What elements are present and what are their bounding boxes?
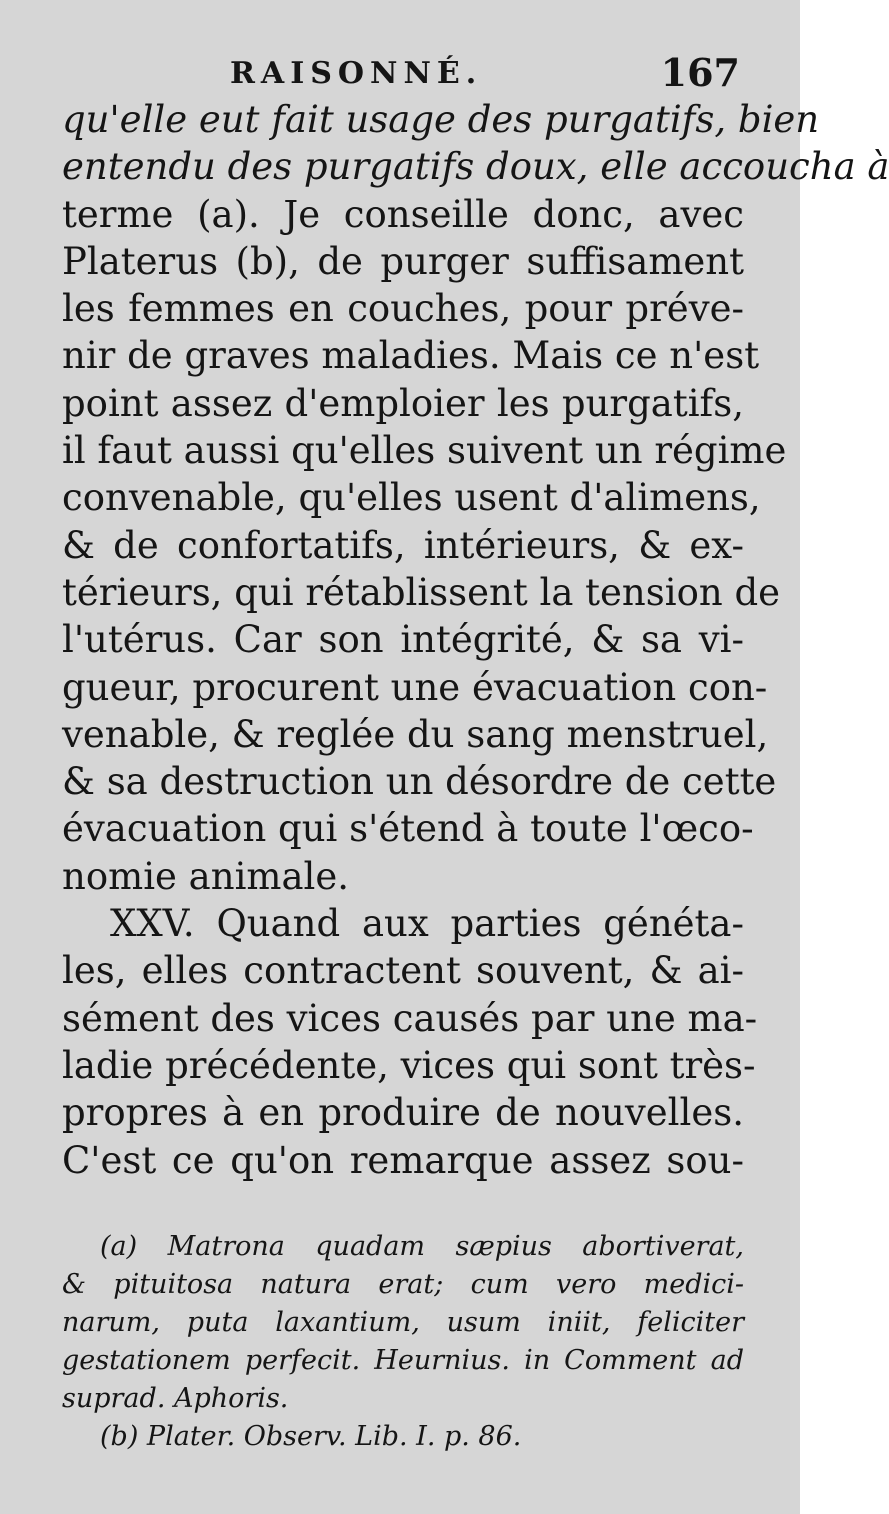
text-line: les, elles contractent souvent, & ai- — [62, 949, 744, 993]
text-line: qu'elle eut fait usage des purgatifs, bien — [62, 98, 820, 141]
running-head: RAISONNÉ. — [230, 56, 483, 91]
text-line: terme (a). Je conseille donc, avec — [62, 192, 744, 236]
text-line: entendu des purgatifs doux, elle accoucha à — [62, 145, 889, 189]
text-line: convenable, qu'elles usent d'alimens, — [62, 476, 761, 520]
footnote-line: narum, puta laxantium, usum iniit, feliciter — [62, 1307, 744, 1338]
page-header — [60, 50, 740, 96]
text-line: ladie précédente, vices qui sont très- — [62, 1043, 756, 1087]
footnotes — [62, 1228, 744, 1456]
text-line: gueur, procurent une évacuation con- — [62, 665, 768, 709]
text-line: Platerus (b), de purger suffisament — [62, 239, 744, 283]
text-line: les femmes en couches, pour préve- — [62, 287, 744, 331]
text-line: point assez d'emploier les purgatifs, — [62, 381, 744, 425]
text-line: venable, & reglée du sang menstruel, — [62, 712, 769, 756]
footnote-line: (b) Plater. Observ. Lib. I. p. 86. — [100, 1421, 522, 1452]
text-line: il faut aussi qu'elles suivent un régime — [62, 429, 787, 473]
text-line: & de confortatifs, intérieurs, & ex- — [62, 523, 744, 567]
text-line: l'utérus. Car son intégrité, & sa vi- — [62, 618, 744, 662]
text-line: sément des vices causés par une ma- — [62, 996, 758, 1040]
text-line: XXV. Quand aux parties généta- — [110, 902, 744, 946]
text-line: C'est ce qu'on remarque assez sou- — [62, 1138, 744, 1182]
footnote-line: suprad. Aphoris. — [62, 1383, 289, 1414]
text-line: nir de graves maladies. Mais ce n'est — [62, 334, 760, 378]
text-line: propres à en produire de nouvelles. — [62, 1091, 744, 1135]
text-line: & sa destruction un désordre de cette — [62, 760, 777, 804]
footnote-line: & pituitosa natura erat; cum vero medici- — [62, 1269, 744, 1300]
footnote-line: (a) Matrona quadam sæpius abortiverat, — [100, 1231, 744, 1262]
page-number: 167 — [660, 50, 740, 95]
text-line: térieurs, qui rétablissent la tension de — [62, 570, 781, 614]
footnote-line: gestationem perfecit. Heurnius. in Comment ad — [62, 1345, 744, 1376]
text-line: évacuation qui s'étend à toute l'œco- — [62, 807, 754, 851]
text-line: nomie animale. — [62, 854, 350, 898]
body-text — [62, 96, 889, 1184]
